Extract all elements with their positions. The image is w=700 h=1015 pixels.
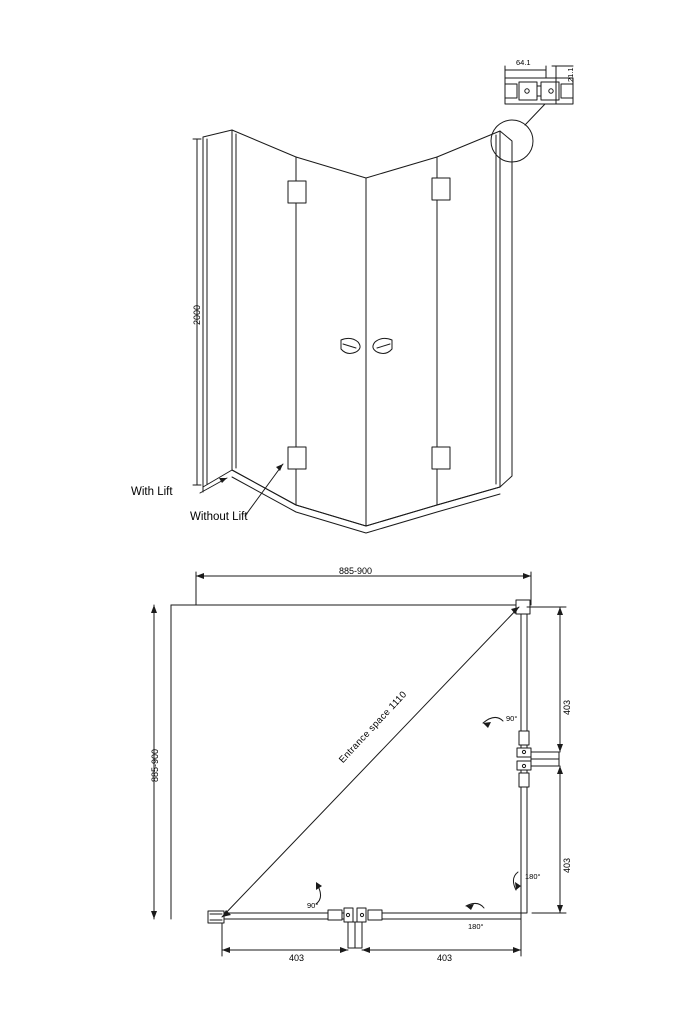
dim-plan-right-lower: 403 [562, 857, 572, 873]
dim-plan-bottom-right: 403 [437, 953, 453, 963]
right-edge [500, 131, 512, 487]
entrance-space-label: Entrance space 1110 [337, 689, 410, 766]
right-panel-upper [521, 607, 527, 752]
dim-height-2000: 2000 [192, 304, 202, 325]
angle-right-lower: 180° [525, 872, 541, 881]
handle-left [341, 338, 360, 353]
leader-without-lift [245, 464, 283, 516]
dim-plan-top: 885-900 [339, 566, 373, 576]
left-door-leaf-1 [232, 130, 296, 505]
hinge-left-bottom [288, 447, 306, 469]
right-panel-lower [521, 767, 527, 913]
angle-bottom-right: 180° [468, 922, 484, 931]
bottom-panel-right [375, 913, 521, 919]
label-with-lift: With Lift [131, 486, 173, 498]
entrance-diagonal [222, 607, 519, 917]
bottom-panel-left [222, 913, 344, 919]
plan-view-svg [0, 545, 700, 1015]
hinge-right-bottom [432, 447, 450, 469]
left-fixed-panel [203, 130, 232, 487]
handle-right [373, 338, 392, 353]
hinge-assembly-right [517, 731, 559, 787]
hinge-right-top [432, 178, 450, 200]
detail-hinge [505, 66, 573, 104]
dim-plan-right-upper: 403 [562, 699, 572, 715]
dim-plan-left: 885-900 [150, 748, 160, 782]
label-without-lift: Without Lift [190, 511, 248, 523]
angle-bottom-left: 90° [307, 901, 319, 910]
arc-90-right [483, 717, 503, 723]
detail-dim-height: 21.1 [566, 67, 575, 82]
angle-right-upper: 90° [506, 714, 518, 723]
detail-dim-width: 64.1 [516, 58, 531, 67]
dim-plan-bottom-left: 403 [289, 953, 305, 963]
hinge-left-top [288, 181, 306, 203]
hinge-assembly-bottom [328, 908, 382, 948]
